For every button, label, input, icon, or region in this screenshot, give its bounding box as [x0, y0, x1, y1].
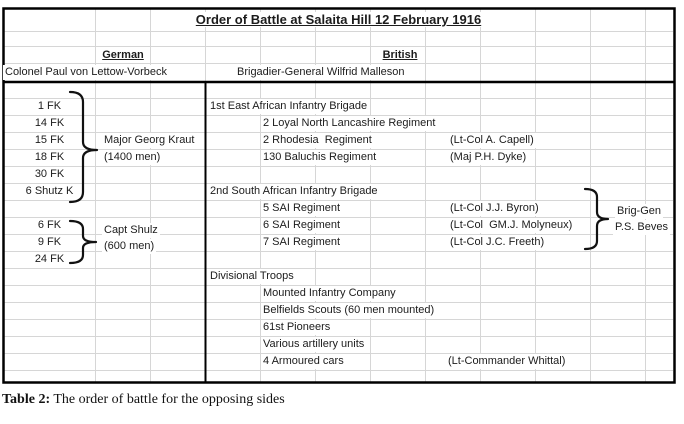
german-unit: 6 FK	[37, 219, 62, 231]
german-unit: 18 FK	[34, 151, 65, 163]
divisional-unit: Various artillery units	[263, 338, 365, 350]
german-commander: Colonel Paul von Lettow-Vorbeck	[5, 66, 168, 78]
divisional-unit: Belfields Scouts (60 men mounted)	[263, 304, 435, 316]
german-unit: 30 FK	[34, 168, 65, 180]
british-brigade1-name: 1st East African Infantry Brigade	[210, 100, 368, 112]
figure-caption	[2, 390, 285, 410]
caption-text: The order of battle for the opposing sides	[53, 392, 285, 407]
german-group1-strength: (1400 men)	[104, 151, 161, 163]
brigade2-bracket-label: Brig-Gen	[617, 205, 662, 217]
unit-officer: (Maj P.H. Dyke)	[450, 151, 527, 163]
brigade2-bracket-label: P.S. Beves	[615, 221, 668, 233]
unit-officer: (Lt-Col GM.J. Molyneux)	[450, 219, 573, 231]
unit-officer: (Lt-Col J.C. Freeth)	[450, 236, 545, 248]
british-unit: 2 Loyal North Lancashire Regiment	[263, 117, 436, 129]
caption-label: Table 2:	[2, 392, 51, 407]
british-unit: 130 Baluchis Regiment	[263, 151, 377, 163]
german-unit: 9 FK	[37, 236, 62, 248]
british-commander: Brigadier-General Wilfrid Malleson	[237, 66, 405, 78]
german-unit: 15 FK	[34, 134, 65, 146]
table-title: Order of Battle at Salaita Hill 12 February 1916	[3, 11, 674, 29]
british-unit: 5 SAI Regiment	[263, 202, 341, 214]
german-group1-leader: Major Georg Kraut	[104, 134, 195, 146]
unit-officer: (Lt-Col J.J. Byron)	[450, 202, 539, 214]
british-unit: 7 SAI Regiment	[263, 236, 341, 248]
german-group2-strength: (600 men)	[104, 240, 155, 252]
german-unit: 14 FK	[34, 117, 65, 129]
british-column-header: British	[382, 49, 418, 61]
divisional-troops-header: Divisional Troops	[210, 270, 294, 282]
unit-officer: (Lt-Col A. Capell)	[450, 134, 534, 146]
divisional-unit: Mounted Infantry Company	[263, 287, 396, 299]
divisional-unit: 61st Pioneers	[263, 321, 331, 333]
unit-officer: (Lt-Commander Whittal)	[448, 355, 566, 367]
divisional-unit: 4 Armoured cars	[263, 355, 344, 367]
german-group2-leader: Capt Shulz	[104, 224, 158, 236]
german-column-header: German	[102, 49, 144, 61]
german-unit: 1 FK	[37, 100, 62, 112]
british-unit: 2 Rhodesia Regiment	[263, 134, 372, 146]
british-brigade2-name: 2nd South African Infantry Brigade	[210, 185, 378, 197]
german-unit: 24 FK	[34, 253, 65, 265]
german-unit: 6 Shutz K	[25, 185, 74, 197]
brace-british-brigade2	[585, 189, 608, 249]
british-unit: 6 SAI Regiment	[263, 219, 341, 231]
